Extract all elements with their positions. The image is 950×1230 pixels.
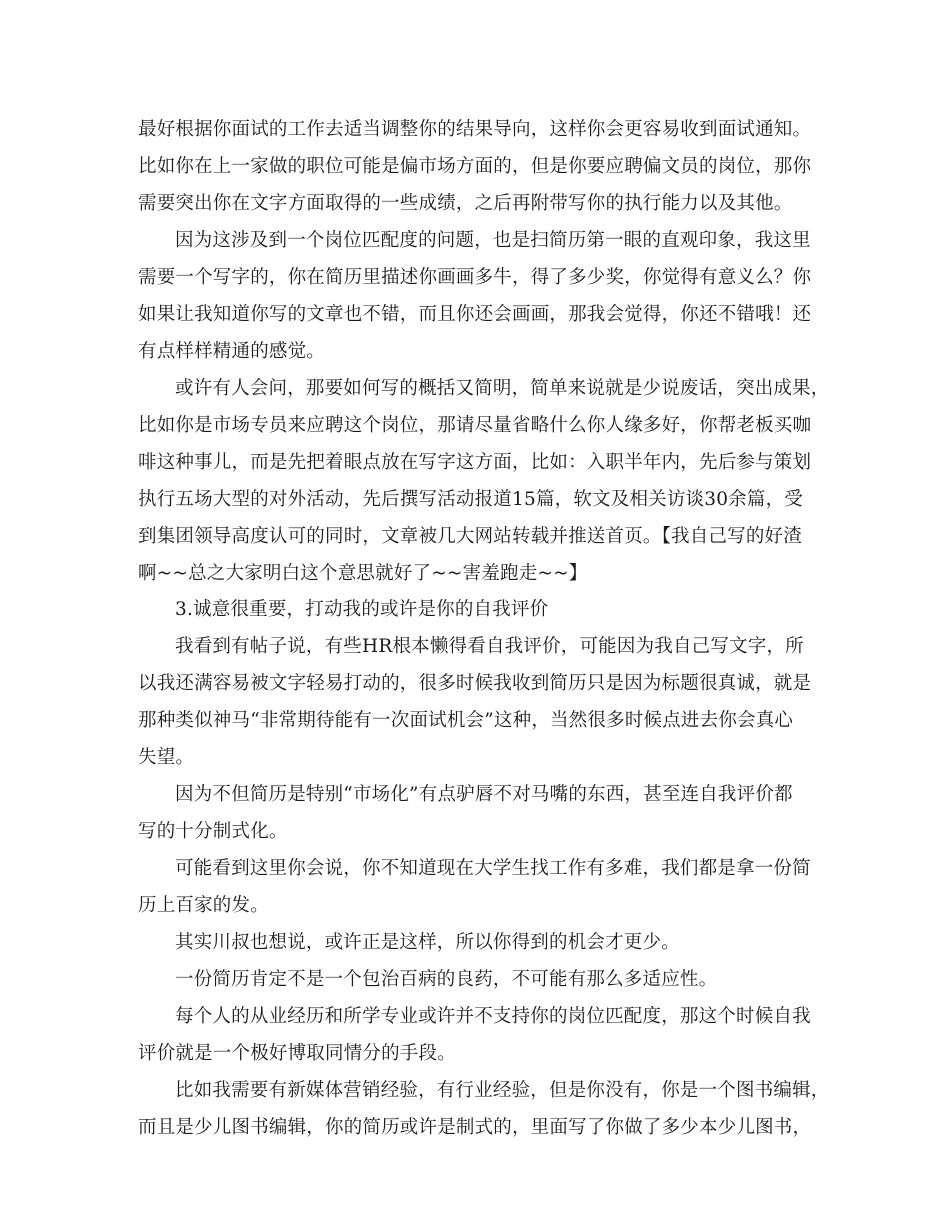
text-line: 我看到有帖子说，有些HR根本懒得看自我评价，可能因为我自己写文字，所 <box>175 636 804 657</box>
text-line: 需要一个写字的，你在简历里描述你画画多牛，得了多少奖，你觉得有意义么？你 <box>138 267 812 288</box>
section-heading: 3.诚意很重要，打动我的或许是你的自我评价 <box>175 599 549 620</box>
text-line: 最好根据你面试的工作去适当调整你的结果导向，这样你会更容易收到面试通知。 <box>138 119 812 140</box>
text-line: 那种类似神马“非常期待能有一次面试机会”这种，当然很多时候点进去你会真心 <box>138 710 794 731</box>
text-line: 可能看到这里你会说，你不知道现在大学生找工作有多难，我们都是拿一份简 <box>175 858 811 879</box>
text-line: 历上百家的发。 <box>138 895 269 916</box>
text-line: 以我还满容易被文字轻易打动的，很多时候我收到简历只是因为标题很真诚，就是 <box>138 673 812 694</box>
text-line: 到集团领导高度认可的同时，文章被几大网站转载并推送首页。【我自己写的好渣 <box>138 526 802 547</box>
text-line: 需要突出你在文字方面取得的一些成绩，之后再附带写你的执行能力以及其他。 <box>138 193 793 214</box>
text-line: 或许有人会问，那要如何写的概括又简明，简单来说就是少说废话，突出成果， <box>175 378 830 399</box>
text-line: 评价就是一个极好博取同情分的手段。 <box>138 1043 456 1064</box>
text-line: 有点样样精通的感觉。 <box>138 341 326 362</box>
text-line: 比如你是市场专员来应聘这个岗位，那请尽量省略什么你人缘多好，你帮老板买咖 <box>138 415 812 436</box>
text-line: 比如我需要有新媒体营销经验，有行业经验，但是你没有，你是一个图书编辑， <box>175 1080 830 1101</box>
text-line: 如果让我知道你写的文章也不错，而且你还会画画，那我会觉得，你还不错哦！还 <box>138 304 812 325</box>
text-line: 因为不但简历是特别“市场化”有点驴唇不对马嘴的东西，甚至连自我评价都 <box>175 784 793 805</box>
text-line: 一份简历肯定不是一个包治百病的良药，不可能有那么多适应性。 <box>175 969 718 990</box>
text-line: 每个人的从业经历和所学专业或许并不支持你的岗位匹配度，那这个时候自我 <box>175 1006 811 1027</box>
text-line: 啊~~总之大家明白这个意思就好了~~害羞跑走~~】 <box>138 563 588 584</box>
text-line: 执行五场大型的对外活动，先后撰写活动报道15篇，软文及相关访谈30余篇，受 <box>138 489 803 510</box>
text-line: 其实川叔也想说，或许正是这样，所以你得到的机会才更少。 <box>175 932 680 953</box>
text-line: 因为这涉及到一个岗位匹配度的问题，也是扫简历第一眼的直观印象，我这里 <box>175 230 811 251</box>
text-line: 写的十分制式化。 <box>138 821 288 842</box>
text-line: 而且是少儿图书编辑，你的简历或许是制式的，里面写了你做了多少本少儿图书， <box>138 1117 812 1138</box>
text-line: 失望。 <box>138 747 195 768</box>
text-line: 啡这种事儿，而是先把着眼点放在写字这方面，比如：入职半年内，先后参与策划 <box>138 452 812 473</box>
text-line: 比如你在上一家做的职位可能是偏市场方面的，但是你要应聘偏文员的岗位，那你 <box>138 156 812 177</box>
